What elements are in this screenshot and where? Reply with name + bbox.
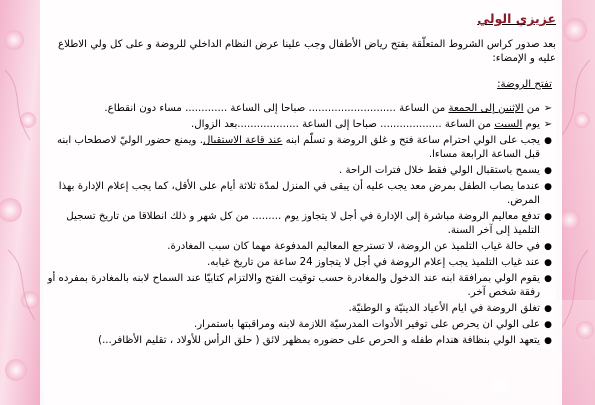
document-body (44, 12, 556, 404)
rule-text: من الساعة ................... صباحا إلى الساعة ...................بعد الزوال. (191, 119, 495, 130)
rule-item (44, 318, 556, 332)
rule-text: يجب على الولي احترام ساعة فتح و غلق الروضة و تسلّم ابنه (282, 135, 540, 146)
dot-bullet-icon: ● (544, 258, 552, 268)
title-text: عزيزي الولي (477, 11, 556, 26)
rule-text: في حالة غياب التلميذ عن الروضة، لا تسترجع المعاليم المدفوعة مهما كان سبب المغادرة. (167, 241, 540, 252)
rule-item (44, 256, 556, 270)
rule-text: تدفع معاليم الروضة مباشرة إلى الإدارة في أجل لا يتجاوز يوم ......... من كل شهر و ذلك انطلاقا من تاريخ تسجيل التلميذ إلى آخر السنة. (66, 211, 540, 236)
dot-bullet-icon: ● (544, 336, 552, 346)
dot-bullet-icon: ● (544, 304, 552, 314)
dot-bullet-icon: ● (544, 212, 552, 222)
rule-item (44, 240, 556, 254)
dot-bullet-icon: ● (544, 242, 552, 252)
rule-text: عند غياب التلميذ يجب إعلام الروضة في أجل لا يتجاوز 24 ساعة من تاريخ غيابه. (206, 257, 540, 268)
rule-text: يتعهد الولي بنظافة هندام طفله و الحرص على حضوره بمظهر لائق ( حلق الرأس للأولاد ، تقليم الأظافر...) (98, 335, 540, 346)
rule-text: . ويمنع حضور الوليّ لاصطحاب ابنه قبل الساعة الرابعة مساءا. (56, 135, 540, 160)
dot-bullet-icon: ● (544, 320, 552, 330)
rule-item (44, 210, 556, 238)
dot-bullet-icon: ● (544, 166, 552, 176)
rule-text: عندما يصاب الطفل بمرض معد يجب عليه أن يبقى في المنزل لمدّة ثلاثة أيام على الأقل، كما يجب إعلام الإدارة بهذا المرض. (58, 181, 540, 206)
arrow-bullet-icon: ➢ (543, 103, 553, 114)
rule-item (44, 272, 556, 300)
dot-bullet-icon: ● (544, 182, 552, 192)
rule-text: على الولي ان يحرص على توفير الأدوات المدرسيّة اللازمة لابنه ومراقبتها باستمرار. (193, 319, 540, 330)
rules-list (44, 102, 556, 348)
rule-item (44, 118, 556, 132)
intro-paragraph: بعد صدور كراس الشروط المتعلّقة بفتح رياض الأطفال وجب علينا عرض النظام الداخلي للروضة و على كل ولي الاطلاع عليه و الإمضاء: (58, 39, 556, 64)
dot-bullet-icon: ● (544, 136, 552, 146)
rule-text: يسمح باستقبال الولي فقط خلال فترات الراحة . (339, 165, 540, 176)
rule-item (44, 164, 556, 178)
dot-bullet-icon: ● (544, 274, 552, 284)
rule-text: الإثنين إلى الجمعة (448, 103, 524, 114)
rule-item (44, 134, 556, 162)
rule-text: من الساعة ........................... صباحا إلى الساعة ............. مساء دون انقطاع. (104, 103, 449, 114)
page-title (44, 12, 556, 26)
rule-text: تغلق الروضة في ايام الأعياد الدينيّة و الوطنيّة. (348, 303, 540, 314)
rule-text: عند قاعة الاستقبال (202, 135, 283, 146)
rule-item (44, 102, 556, 116)
rule-text: يوم (522, 119, 540, 130)
arrow-bullet-icon: ➢ (543, 119, 553, 130)
rule-text: يقوم الولي بمرافقة ابنه عند الدخول والمغادرة حسب توقيت الفتح والالتزام كتابيّا عند السماح لابنه بالمغادرة بمفرده أو رفقة شخص آخر. (47, 273, 540, 298)
rule-item (44, 302, 556, 316)
rule-item (44, 334, 556, 348)
opening-hours-heading: تفتح الروضة: (497, 79, 552, 90)
rule-text: السبت (494, 119, 523, 130)
rule-text: من (523, 103, 540, 114)
rule-item (44, 180, 556, 208)
